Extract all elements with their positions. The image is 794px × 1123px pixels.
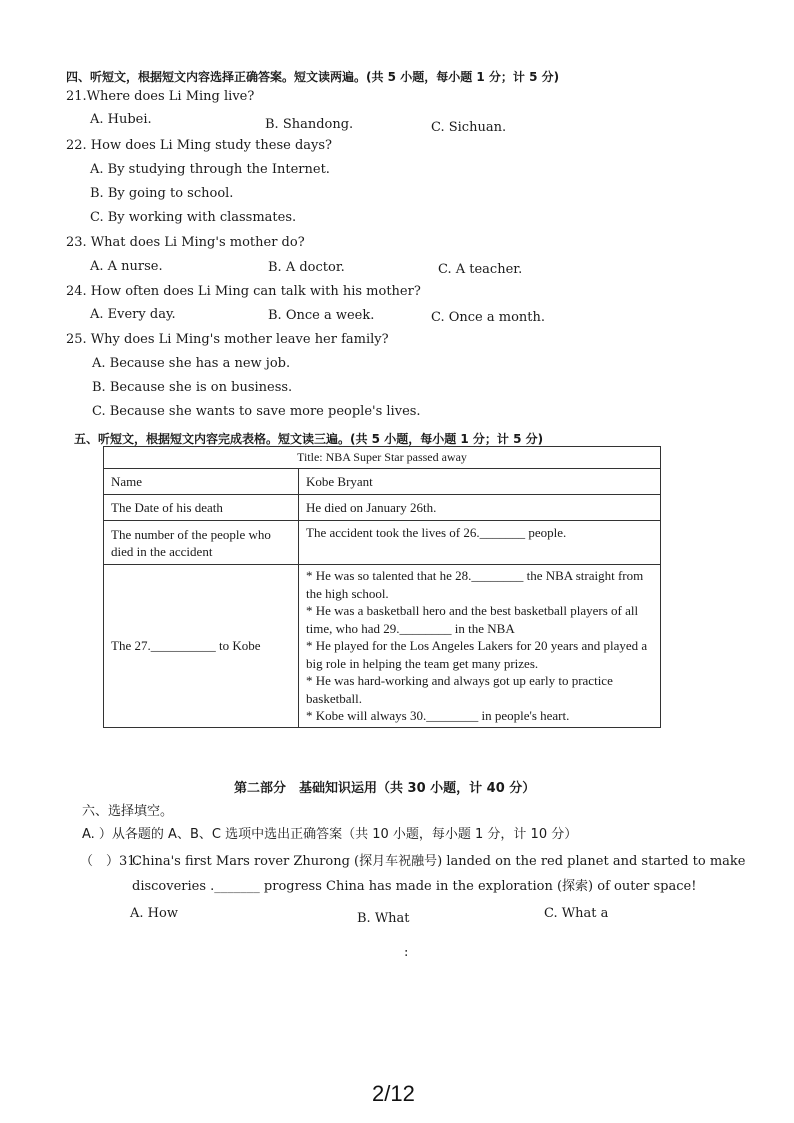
page-number: 2/12 bbox=[372, 1081, 415, 1106]
section4-heading: 四、听短文，根据短文内容选择正确答案。短文读两遍。(共 5 小题，每小题 1 分；计 5 分) bbox=[66, 70, 560, 84]
table-row bbox=[104, 469, 661, 495]
table-row bbox=[104, 495, 661, 521]
table-cell-label: Name bbox=[104, 469, 299, 495]
table-title-row bbox=[104, 447, 661, 469]
detail-line: * Kobe will always 30.________ in people's heart. bbox=[306, 708, 570, 723]
kobe-info-table bbox=[103, 446, 661, 728]
q21-option-c: C. Sichuan. bbox=[431, 120, 507, 135]
q31-number: （ ）31. bbox=[80, 854, 140, 869]
detail-line: * He was so talented that he 28.________ the NBA straight from the high school. bbox=[306, 568, 644, 601]
q23-option-b: B. A doctor. bbox=[268, 260, 345, 275]
q23-option-a: A. A nurse. bbox=[90, 259, 163, 274]
q24-stem: 24. How often does Li Ming can talk with his mother? bbox=[66, 284, 421, 299]
table-title: Title: NBA Super Star passed away bbox=[104, 447, 661, 469]
q31-option-c: C. What a bbox=[544, 906, 609, 921]
table-cell-value: He died on January 26th. bbox=[299, 495, 661, 521]
q21-stem: 21.Where does Li Ming live? bbox=[66, 89, 255, 104]
q25-stem: 25. Why does Li Ming's mother leave her family? bbox=[66, 332, 389, 347]
q31-option-a: A. How bbox=[130, 906, 178, 921]
q25-option-a: A. Because she has a new job. bbox=[92, 356, 291, 371]
q22-option-b: B. By going to school. bbox=[90, 186, 234, 201]
detail-line: * He played for the Los Angeles Lakers for 20 years and played a big role in helping the team get many prizes. bbox=[306, 638, 648, 671]
table-row bbox=[104, 565, 661, 728]
q31-option-b: B. What bbox=[357, 911, 410, 926]
table-cell-label: The Date of his death bbox=[104, 495, 299, 521]
table-cell-label: The number of the people who died in the accident bbox=[104, 521, 299, 565]
q23-option-c: C. A teacher. bbox=[438, 262, 523, 277]
q31-stem-line1: China's first Mars rover Zhurong (探月车祝融号) landed on the red planet and started to make bbox=[132, 854, 746, 869]
table-cell-label: The 27.__________ to Kobe bbox=[104, 565, 299, 728]
q22-stem: 22. How does Li Ming study these days? bbox=[66, 138, 333, 153]
q21-option-b: B. Shandong. bbox=[265, 117, 354, 132]
table-cell-value: The accident took the lives of 26._______ people. bbox=[299, 521, 661, 565]
q22-option-c: C. By working with classmates. bbox=[90, 210, 297, 225]
table-cell-details bbox=[299, 565, 661, 728]
q24-option-c: C. Once a month. bbox=[431, 310, 546, 325]
q21-option-a: A. Hubei. bbox=[90, 112, 152, 127]
part2-heading: 第二部分 基础知识运用（共 30 小题，计 40 分） bbox=[234, 781, 536, 796]
q31-stem-line2: discoveries ._______ progress China has made in the exploration (探索) of outer space! bbox=[132, 879, 697, 894]
q25-option-b: B. Because she is on business. bbox=[92, 380, 293, 395]
q24-option-a: A. Every day. bbox=[90, 307, 176, 322]
q23-stem: 23. What does Li Ming's mother do? bbox=[66, 235, 305, 250]
q25-option-c: C. Because she wants to save more people's lives. bbox=[92, 404, 421, 419]
section6-subsection-a: A. ）从各题的 A、B、C 选项中选出正确答案（共 10 小题，每小题 1 分，计 10 分） bbox=[82, 827, 578, 842]
q22-option-a: A. By studying through the Internet. bbox=[90, 162, 330, 177]
detail-line: * He was a basketball hero and the best basketball players of all time, who had 29.________ in the NBA bbox=[306, 603, 639, 636]
q24-option-b: B. Once a week. bbox=[268, 308, 375, 323]
detail-line: * He was hard-working and always got up early to practice basketball. bbox=[306, 673, 613, 706]
section6-heading: 六、选择填空。 bbox=[82, 804, 174, 819]
table-cell-value: Kobe Bryant bbox=[299, 469, 661, 495]
stray-mark: : bbox=[404, 945, 409, 960]
table-row bbox=[104, 521, 661, 565]
section5-heading: 五、听短文，根据短文内容完成表格。短文读三遍。(共 5 小题，每小题 1 分；计 5 分) bbox=[74, 432, 544, 446]
